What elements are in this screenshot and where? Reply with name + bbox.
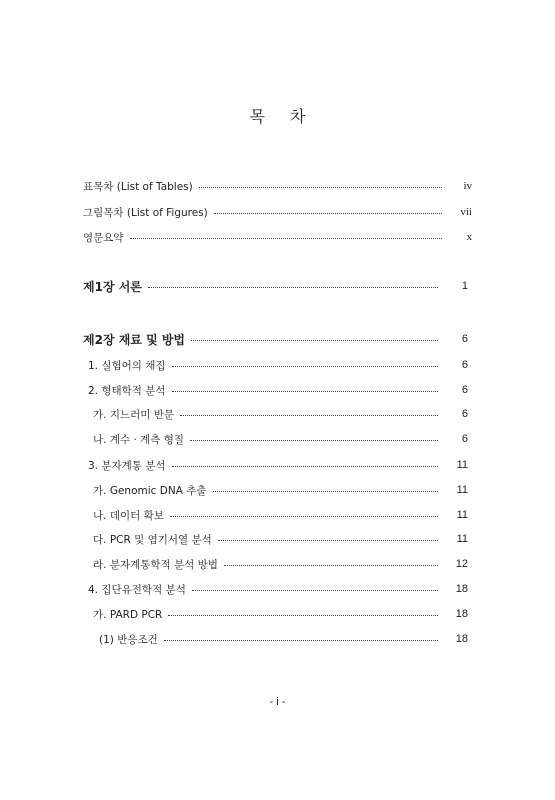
toc-chapter-page: 1 (461, 280, 468, 292)
toc-section-label: 2. 형태학적 분석 (88, 384, 166, 397)
toc-chapter-label: 제1장 서론 (83, 279, 142, 294)
toc-section-page: 18 (455, 633, 468, 645)
dot-leader (213, 491, 439, 492)
page-title: 목 차 (249, 107, 316, 126)
toc-section-label: 라. 분자계통학적 분석 방법 (93, 558, 218, 571)
toc-subsection[interactable] (93, 405, 468, 423)
toc-section-label: (1) 반응조건 (99, 633, 158, 646)
toc-section[interactable] (88, 580, 468, 598)
toc-section-page: 12 (455, 558, 468, 570)
toc-section-label: 가. Genomic DNA 추출 (93, 484, 207, 497)
toc-section-label: 다. PCR 및 염기서열 분석 (93, 533, 212, 546)
toc-section-page: 18 (455, 608, 468, 620)
page-number-footer: - i - (269, 696, 286, 708)
toc-section-page: 6 (461, 433, 468, 445)
toc-section[interactable] (88, 381, 468, 399)
toc-section-label: 가. PARD PCR (93, 608, 163, 621)
dot-leader (148, 287, 438, 288)
toc-entry-page: x (466, 231, 472, 243)
dot-leader (164, 640, 438, 641)
toc-section-label: 가. 지느러미 반문 (93, 408, 175, 421)
toc-entry-label: 그림목차 (List of Figures) (83, 206, 208, 219)
dot-leader (224, 565, 438, 566)
toc-section-page: 11 (456, 533, 468, 545)
toc-entry-page: vii (460, 206, 472, 218)
toc-entry-label: 영문요약 (83, 231, 124, 244)
dot-leader (130, 238, 442, 239)
toc-section-label: 나. 계수 · 계측 형질 (93, 433, 185, 446)
toc-subsection[interactable] (93, 530, 468, 548)
dot-leader (191, 340, 438, 341)
toc-section-page: 11 (456, 459, 468, 471)
toc-entry-list-of-tables[interactable] (83, 177, 472, 195)
toc-section-label: 3. 분자계통 분석 (88, 459, 166, 472)
toc-entry-label: 표목차 (List of Tables) (83, 180, 193, 193)
dot-leader (168, 615, 438, 616)
toc-section-page: 18 (455, 583, 468, 595)
toc-entry-english-abstract[interactable] (83, 228, 472, 246)
toc-section-page: 6 (461, 408, 468, 420)
dot-leader (214, 213, 442, 214)
toc-entry-page: iv (463, 180, 472, 192)
toc-chapter-label: 제2장 재료 및 방법 (83, 332, 186, 347)
toc-section-page: 6 (461, 384, 468, 396)
toc-section[interactable] (88, 456, 468, 474)
dot-leader (190, 440, 438, 441)
toc-subsection[interactable] (93, 605, 468, 623)
toc-subsubsection[interactable] (99, 630, 468, 648)
toc-entry-list-of-figures[interactable] (83, 203, 472, 221)
dot-leader (192, 590, 438, 591)
toc-subsection[interactable] (93, 481, 468, 499)
toc-chapter-1[interactable] (83, 277, 468, 295)
dot-leader (172, 466, 438, 467)
dot-leader (218, 540, 438, 541)
toc-section-label: 나. 데이터 확보 (93, 509, 164, 522)
toc-subsection[interactable] (93, 555, 468, 573)
dot-leader (199, 187, 442, 188)
dot-leader (180, 415, 438, 416)
toc-subsection[interactable] (93, 430, 468, 448)
toc-section-label: 1. 실험어의 채집 (88, 359, 166, 372)
toc-subsection[interactable] (93, 506, 468, 524)
toc-chapter-2[interactable] (83, 330, 468, 348)
dot-leader (170, 516, 438, 517)
toc-section[interactable] (88, 356, 468, 374)
dot-leader (172, 391, 438, 392)
toc-section-page: 11 (456, 509, 468, 521)
dot-leader (172, 366, 438, 367)
toc-section-label: 4. 집단유전학적 분석 (88, 583, 186, 596)
toc-section-page: 6 (461, 359, 468, 371)
toc-chapter-page: 6 (461, 333, 468, 345)
toc-section-page: 11 (456, 484, 468, 496)
